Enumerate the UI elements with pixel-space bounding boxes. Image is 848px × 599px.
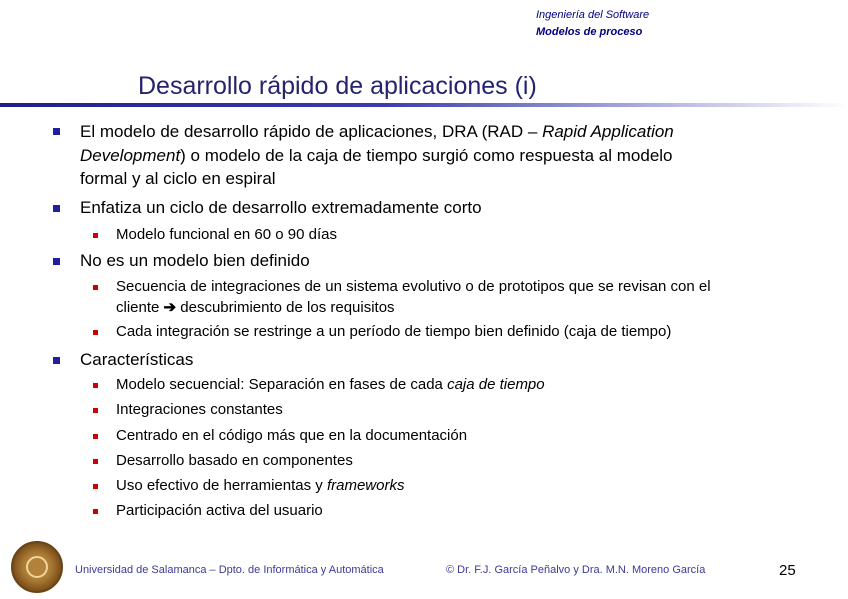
bullet-square-icon bbox=[53, 128, 60, 135]
bullet-4: Características bbox=[80, 350, 194, 369]
bullet-1-emph-b: Development bbox=[80, 146, 181, 165]
footer-copyright: © Dr. F.J. García Peñalvo y Dra. M.N. Moreno García bbox=[446, 564, 706, 576]
bullet-4-sub-1 bbox=[116, 374, 545, 395]
bullet-2-sub-1: Modelo funcional en 60 o 90 días bbox=[116, 226, 337, 243]
bullet-1-text-a: El modelo de desarrollo rápido de aplicaciones, DRA (RAD – bbox=[80, 122, 543, 141]
bullet-square-icon bbox=[53, 205, 60, 212]
bullet-3-sub-2: Cada integración se restringe a un período de tiempo bien definido (caja de tiempo) bbox=[116, 323, 672, 340]
arrow-right-icon: ➔ bbox=[163, 299, 177, 316]
seal-center bbox=[26, 556, 48, 578]
bullet-4-sub-2: Integraciones constantes bbox=[116, 401, 283, 418]
bullet-3: No es un modelo bien definido bbox=[80, 251, 310, 270]
bullet-1-line-1 bbox=[80, 120, 674, 143]
bullet-1-text-b: ) o modelo de la caja de tiempo surgió como respuesta al modelo bbox=[180, 146, 673, 165]
sub-bullet-icon bbox=[93, 509, 98, 514]
sub-bullet-icon bbox=[93, 459, 98, 464]
page-number: 25 bbox=[779, 562, 796, 579]
bullet-square-icon bbox=[53, 258, 60, 265]
sub-bullet-icon bbox=[93, 330, 98, 335]
university-seal-icon bbox=[11, 541, 63, 593]
header-section: Modelos de proceso bbox=[536, 26, 643, 38]
bullet-4-sub-1-emph: caja de tiempo bbox=[447, 376, 545, 393]
header-course: Ingeniería del Software bbox=[536, 9, 650, 21]
bullet-4-sub-3: Centrado en el código más que en la documentación bbox=[116, 427, 468, 444]
sub-bullet-icon bbox=[93, 484, 98, 489]
bullet-4-sub-5-text: Uso efectivo de herramientas y bbox=[116, 477, 327, 494]
bullet-1-line-2 bbox=[80, 144, 673, 167]
sub-bullet-icon bbox=[93, 408, 98, 413]
bullet-1-emph-a: Rapid Application bbox=[542, 122, 674, 141]
bullet-4-sub-5-emph: frameworks bbox=[326, 477, 405, 494]
sub-bullet-icon bbox=[93, 383, 98, 388]
bullet-4-sub-1-text: Modelo secuencial: Separación en fases de cada bbox=[116, 376, 448, 393]
bullet-1-line-3: formal y al ciclo en espiral bbox=[80, 169, 276, 188]
bullet-2: Enfatiza un ciclo de desarrollo extremadamente corto bbox=[80, 198, 482, 217]
footer-institution: Universidad de Salamanca – Dpto. de Informática y Automática bbox=[75, 564, 384, 576]
bullet-4-sub-5 bbox=[116, 475, 404, 496]
slide-title: Desarrollo rápido de aplicaciones (i) bbox=[138, 72, 537, 100]
bullet-3-sub-1-line-2 bbox=[116, 297, 395, 318]
sub-bullet-icon bbox=[93, 285, 98, 290]
bullet-3-sub-1-text-a: cliente bbox=[116, 299, 164, 316]
bullet-square-icon bbox=[53, 357, 60, 364]
bullet-4-sub-6: Participación activa del usuario bbox=[116, 502, 323, 519]
sub-bullet-icon bbox=[93, 233, 98, 238]
title-rule bbox=[0, 103, 848, 107]
sub-bullet-icon bbox=[93, 434, 98, 439]
bullet-3-sub-1-line-1: Secuencia de integraciones de un sistema evolutivo o de prototipos que se revisan con el bbox=[116, 278, 711, 295]
bullet-3-sub-1-text-b: descubrimiento de los requisitos bbox=[176, 299, 395, 316]
bullet-4-sub-4: Desarrollo basado en componentes bbox=[116, 452, 353, 469]
